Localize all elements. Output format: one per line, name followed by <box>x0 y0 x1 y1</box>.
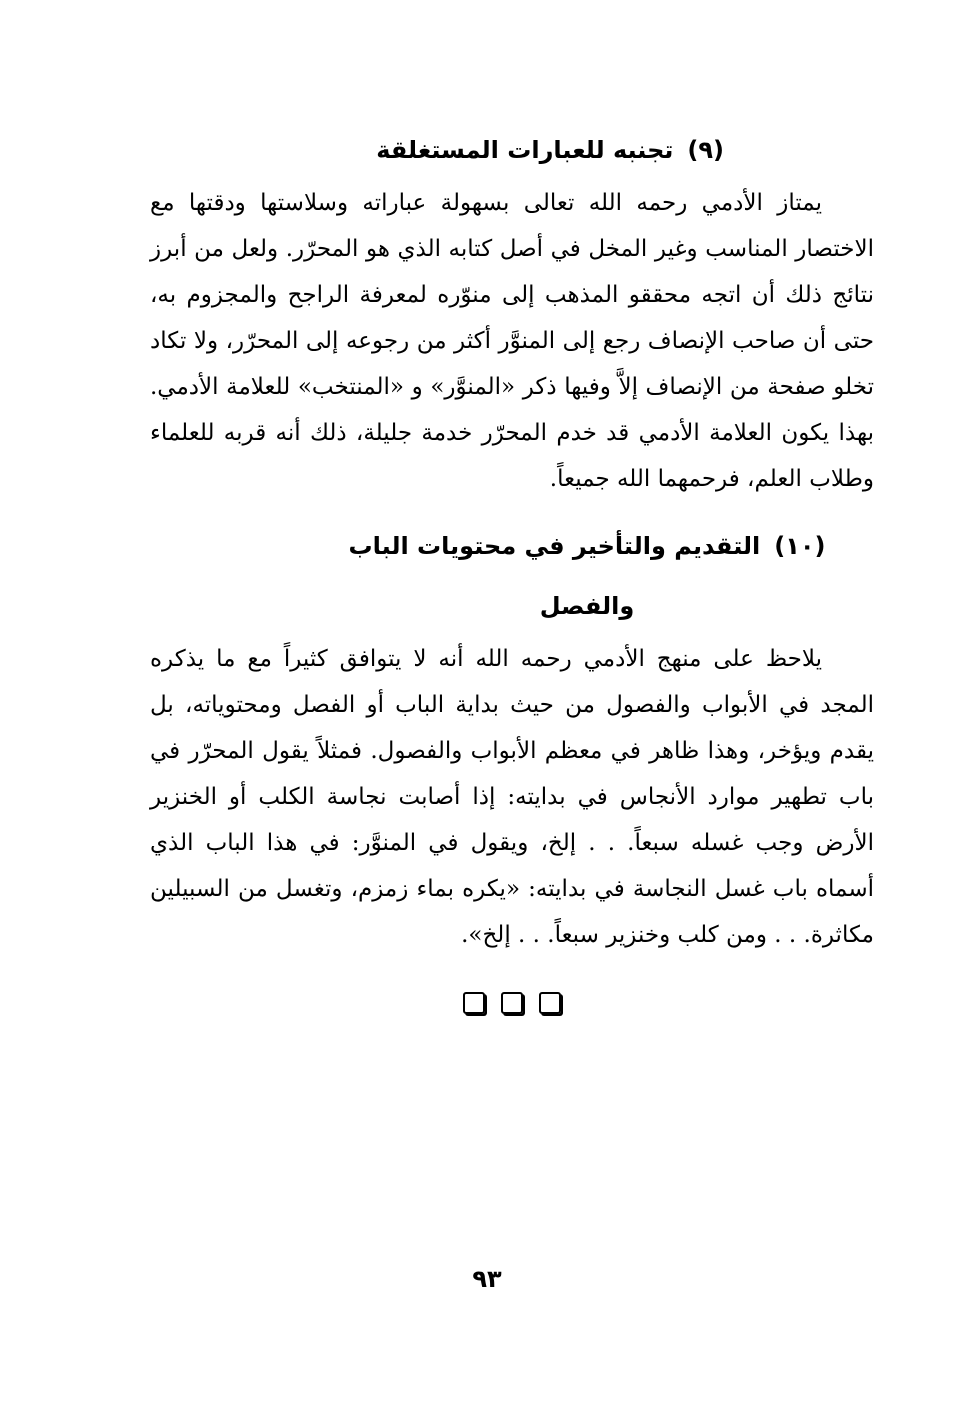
section-title-10: التقديم والتأخير في محتويات الباب والفصل <box>348 532 761 620</box>
section-separator <box>150 992 874 1014</box>
section-body-10: يلاحظ على منهج الأدمي رحمه الله أنه لا يتوافق كثيراً مع ما يذكره المجد في الأبواب والفصول من حيث بداية الباب أو الفصل ومحتوياته، بل يقدم ويؤخر، وهذا ظاهر في معظم الأبواب والفصول. فمثلاً يقول المحرّر في باب تطهير موارد الأنجاس في بدايته: إذا أصابت نجاسة الكلب أو الخنزير الأرض وجب غسله سبعاً. . . إلخ، ويقول في المنوَّر: في هذا الباب الذي أسماه باب غسل النجاسة في بدايته: «يكره بماء زمزم، وتغسل من السبيلين مكاثرة. . . ومن كلب وخنزير سبعاً. . . إلخ». <box>150 646 874 948</box>
section-body-9: يمتاز الأدمي رحمه الله تعالى بسهولة عباراته وسلاستها ودقتها مع الاختصار المناسب وغير المخل في أصل كتابه الذي هو المحرّر. ولعل من أبرز نتائج ذلك أن اتجه محققو المذهب إلى منوّره لمعرفة الراجح والمجزوم به، حتى أن صاحب الإنصاف رجع إلى المنوَّر أكثر من رجوعه إلى المحرّر، ولا تكاد تخلو صفحة من الإنصاف إلاَّ وفيها ذكر «المنوَّر» و «المنتخب» للعلامة الأدمي. بهذا يكون العلامة الأدمي قد خدم المحرّر خدمة جليلة، ذلك أنه قربه للعلماء وطلاب العلم، فرحمهما الله جميعاً. <box>150 190 874 492</box>
section-heading-9 <box>150 120 874 180</box>
section-heading-10 <box>150 516 874 636</box>
separator-square-icon <box>539 992 561 1014</box>
section-number-9: (٩) <box>687 136 724 164</box>
section-number-10: (١٠) <box>774 532 826 560</box>
separator-square-icon <box>463 992 485 1014</box>
page-content <box>150 120 874 1014</box>
section-title-9: تجنبه للعبارات المستغلقة <box>376 136 674 164</box>
page-number: ٩٣ <box>472 1265 502 1293</box>
separator-square-icon <box>501 992 523 1014</box>
